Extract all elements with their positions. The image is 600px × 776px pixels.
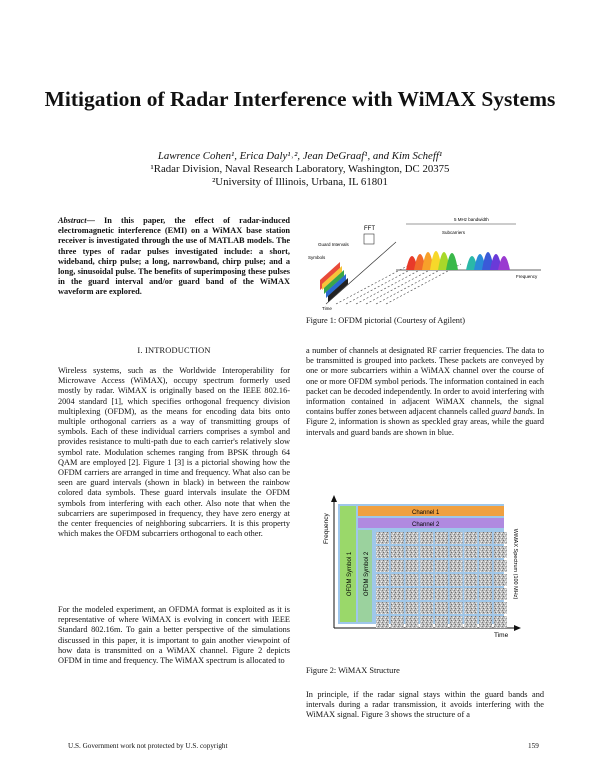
- label-subcarriers: Subcarriers: [442, 230, 466, 235]
- label-fft: FFT: [364, 226, 375, 232]
- label-symbols: Symbols: [308, 255, 326, 260]
- data-cell: [494, 532, 507, 544]
- data-cell: [391, 546, 404, 558]
- data-cell: [435, 532, 448, 544]
- data-cell: [464, 532, 477, 544]
- figure-1-caption: Figure 1: OFDM pictorial (Courtesy of Agilent): [306, 316, 466, 325]
- data-cell: [435, 574, 448, 586]
- paper-title: Mitigation of Radar Interference with WiMAX Systems: [44, 87, 556, 111]
- data-cell: [435, 602, 448, 614]
- data-cell: [464, 616, 477, 628]
- figure-1-ofdm-pictorial: [306, 212, 544, 312]
- data-cell: [405, 532, 418, 544]
- wimax-structure-graphic: [318, 494, 528, 640]
- data-cell: [494, 560, 507, 572]
- data-cell: [405, 602, 418, 614]
- data-cell: [405, 616, 418, 628]
- data-cell: [494, 602, 507, 614]
- data-cell: [435, 546, 448, 558]
- figure-2-wimax-structure: [318, 494, 528, 640]
- data-cell: [450, 574, 463, 586]
- data-cell: [391, 574, 404, 586]
- data-cell: [391, 560, 404, 572]
- data-cell: [405, 588, 418, 600]
- data-cell: [376, 616, 389, 628]
- data-cell: [464, 588, 477, 600]
- data-cell: [435, 616, 448, 628]
- data-cell: [376, 546, 389, 558]
- affiliation-2: ²University of Illinois, Urbana, IL 61801: [212, 176, 388, 188]
- data-cell: [376, 532, 389, 544]
- label-time: Time: [322, 306, 332, 311]
- data-cell: [450, 560, 463, 572]
- label-frequency: Frequency: [516, 274, 538, 279]
- data-cell: [479, 588, 492, 600]
- data-cell: [435, 560, 448, 572]
- data-cell: [464, 546, 477, 558]
- data-cell: [450, 602, 463, 614]
- fft-box: [364, 234, 374, 244]
- footer-copyright: U.S. Government work not protected by U.S. copyright: [68, 742, 228, 750]
- abstract-label: Abstract: [58, 216, 87, 225]
- abstract-text: — In this paper, the effect of radar-induced electromagnetic interference (EMI) on a WiMAX base station receiver is investigated through the use of MATLAB models. The three types of radar pulses investigated include: a short, wideband, chirp pulse; a long, narrowband, chirp pulse; and a long, sinusoidal pulse. The benefits of superimposing these pulses in the guard interval and/or guard band of the WiMAX waveform are explored.: [58, 216, 290, 297]
- data-cell: [376, 560, 389, 572]
- author-block: [40, 150, 560, 189]
- data-cell: [405, 546, 418, 558]
- data-cell: [420, 546, 433, 558]
- symbol-stack: [320, 262, 348, 302]
- data-cell: [450, 616, 463, 628]
- data-cell: [405, 574, 418, 586]
- paragraph-text: In principle, if the radar signal stays within the guard bands and intervals during a radar transmission, it avoids interfering with the WiMAX signal. Figure 3 shows the structure of a: [306, 690, 544, 720]
- label-symbol-2: OFDM Symbol 2: [364, 551, 370, 597]
- section-heading-introduction: I. INTRODUCTION: [137, 346, 211, 355]
- intro-paragraph-2: [58, 605, 290, 666]
- data-cell: [464, 602, 477, 614]
- figure-2-caption: Figure 2: WiMAX Structure: [306, 666, 400, 675]
- data-cell: [420, 574, 433, 586]
- data-cell: [494, 574, 507, 586]
- data-cell: [376, 588, 389, 600]
- subcarrier-spectrum: [406, 251, 510, 270]
- data-cell: [420, 602, 433, 614]
- data-cell: [464, 560, 477, 572]
- data-cell: [376, 602, 389, 614]
- data-cell: [391, 588, 404, 600]
- abstract: [58, 216, 290, 298]
- data-cell: [479, 546, 492, 558]
- right-paragraph-1: [306, 346, 544, 438]
- label-guard-intervals: Guard Intervals: [318, 242, 349, 247]
- ofdm-pictorial-graphic: [306, 212, 544, 312]
- data-cell: [420, 560, 433, 572]
- data-cell: [464, 574, 477, 586]
- author-names: Lawrence Cohen¹, Erica Daly¹˒², Jean DeGraaf¹, and Kim Scheff¹: [157, 150, 443, 162]
- data-cell: [479, 574, 492, 586]
- data-cell: [420, 616, 433, 628]
- label-spectrum: WiMAX Spectrum (100 MHz): [512, 528, 518, 600]
- data-cell: [479, 602, 492, 614]
- data-cell: [450, 546, 463, 558]
- affiliation-1: ¹Radar Division, Naval Research Laboratory, Washington, DC 20375: [150, 163, 450, 175]
- data-cell: [450, 588, 463, 600]
- data-cell: [391, 602, 404, 614]
- paragraph-text: Wireless systems, such as the Worldwide Interoperability for Microwave Access (WiMAX), occupy spectrum formerly used mostly by radar. WiMAX is originally based on the IEEE 802.16-2004 standard [1], which specifies orthogonal frequency division multiplexing (OFDM), as the means for encoding data bits onto multiple orthogonal carriers as a way of transmitting groups of symbols. Each of these individual carriers comprises a symbol and provides resistance to multi-path due to each carrier's relatively slow symbol rate. Modulation schemes ranging from BPSK through 64 QAM are employed [2]. Figure 1 [3] is a pictorial showing how the OFDM carriers are arranged in time and frequency. What also can be seen are guard intervals (shown in black) in between the rainbow colored data symbols. These guard intervals insulate the OFDM symbols from interfering with each other. Also note that when the subcarriers are superimposed in frequency, they have zero energy at the center frequencies of neighboring subcarriers. It is this property which makes the OFDM subcarriers orthogonal to each other.: [58, 366, 290, 539]
- data-cell: [479, 560, 492, 572]
- data-cell: [405, 560, 418, 572]
- paragraph-text: For the modeled experiment, an OFDMA format is exploited as it is representative of where WiMAX is evolving in concert with IEEE Standard 802.16m. To gain a better perspective of the simulations discussed in this paper, it is important to gain another viewpoint of how data is transmitted on a WiMAX channel. Figure 2 depicts OFDM in time and frequency. The WiMAX spectrum is allocated to: [58, 605, 290, 666]
- right-paragraph-2: [306, 690, 544, 721]
- data-cell: [391, 616, 404, 628]
- data-cell: [435, 588, 448, 600]
- data-cell: [479, 616, 492, 628]
- x-axis-label: Time: [494, 632, 509, 639]
- data-cell: [420, 532, 433, 544]
- label-bandwidth: 5 MHz bandwidth: [454, 217, 489, 222]
- data-cell: [420, 588, 433, 600]
- label-channel-2: Channel 2: [412, 522, 440, 528]
- page-number: 159: [528, 742, 539, 750]
- data-cell: [376, 574, 389, 586]
- term-guard-bands: guard bands: [491, 407, 533, 417]
- data-cell: [479, 532, 492, 544]
- label-symbol-1: OFDM Symbol 1: [347, 551, 353, 597]
- data-cell: [494, 588, 507, 600]
- data-cell: [494, 546, 507, 558]
- intro-paragraph-1: [58, 366, 290, 539]
- data-cell: [450, 532, 463, 544]
- data-cell: [494, 616, 507, 628]
- data-cell: [391, 532, 404, 544]
- label-channel-1: Channel 1: [412, 510, 440, 516]
- paragraph-text: a number of channels at designated RF carrier frequencies. The data to be transmitted is grouped into packets. These packets are conveyed by one or more subcarriers within a WiMAX channel over the course of one or more OFDM symbol periods. The information contained in each packet can be decoded independently. In order to avoid interfering with information contained in adjacent WiMAX channels, the signal contains buffer zones between adjacent channels called guard bands. In Figure 2, information is shown as speckled gray areas, while the guard intervals and guard bands are shown in blue.: [306, 346, 544, 437]
- data-grid: [376, 532, 507, 628]
- y-axis-label: Frequency: [323, 513, 330, 544]
